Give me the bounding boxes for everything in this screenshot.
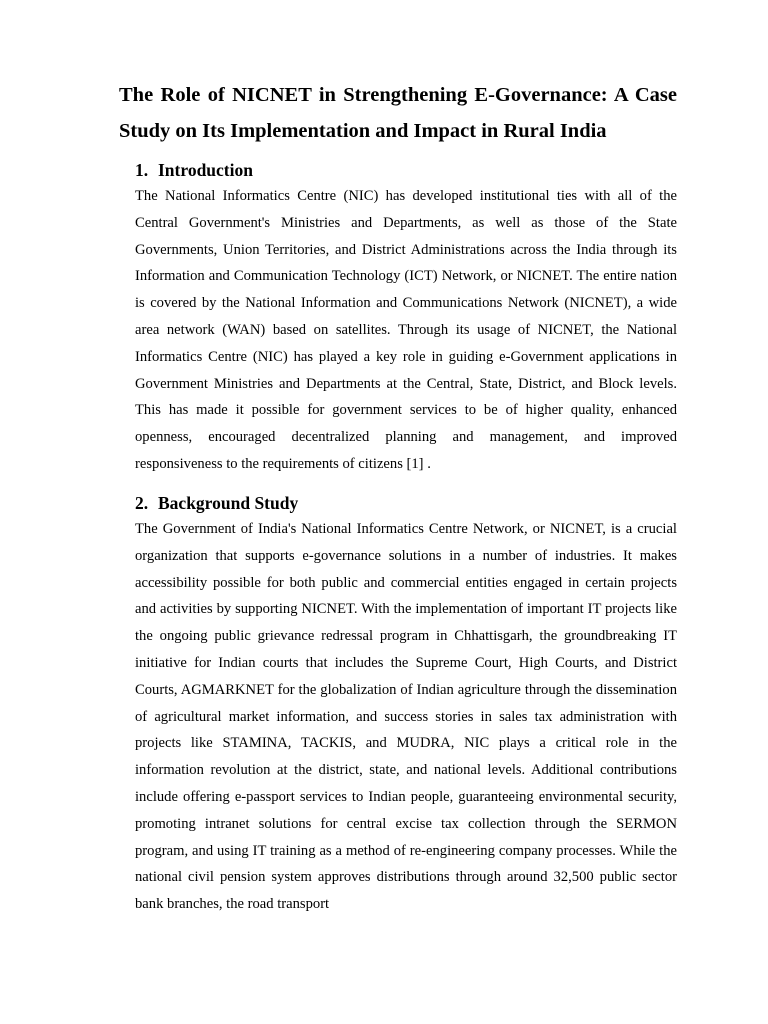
section-heading-introduction bbox=[135, 159, 677, 181]
background-study-paragraph: The Government of India's National Informatics Centre Network, or NICNET, is a crucial organization that supports e-governance solutions in a number of industries. It makes accessibility possible for both public and commercial entities engaged in certain projects and activities by supporting NICNET. With the implementation of important IT projects like the ongoing public grievance redressal program in Chhattisgarh, the groundbreaking IT initiative for Indian courts that includes the Supreme Court, High Courts, and District Courts, AGMARKNET for the globalization of Indian agriculture through the dissemination of agricultural market information, and success stories in sales tax administration with projects like STAMINA, TACKIS, and MUDRA, NIC plays a critical role in the information revolution at the district, state, and national levels. Additional contributions include offering e-passport services to Indian people, guaranteeing environmental security, promoting intranet solutions for central excise tax collection through the SERMON program, and using IT training as a method of re-engineering company processes. While the national civil pension system approves distributions through around 32,500 public sector bank branches, the road transport bbox=[135, 521, 677, 913]
section-number: 2. bbox=[135, 493, 149, 513]
section-heading-background-study bbox=[135, 492, 677, 514]
section-number: 1. bbox=[135, 160, 149, 180]
document-title: The Role of NICNET in Strengthening E-Governance: A Case Study on Its Implementation and Impact in Rural India bbox=[119, 84, 677, 142]
section-title: Background Study bbox=[158, 493, 299, 513]
section-title: Introduction bbox=[158, 160, 253, 180]
introduction-paragraph: The National Informatics Centre (NIC) has developed institutional ties with all of the Central Government's Ministries and Departments, as well as those of the State Governments, Union Territories, and District Administrations across the India through its Information and Communication Technology (ICT) Network, or NICNET. The entire nation is covered by the National Information and Communications Network (NICNET), a wide area network (WAN) based on satellites. Through its usage of NICNET, the National Informatics Centre (NIC) has played a key role in guiding e-Government applications in Government Ministries and Departments at the Central, State, District, and Block levels. This has made it possible for government services to be of higher quality, enhanced openness, encouraged decentralized planning and management, and improved responsiveness to the requirements of citizens [1] . bbox=[135, 188, 677, 472]
